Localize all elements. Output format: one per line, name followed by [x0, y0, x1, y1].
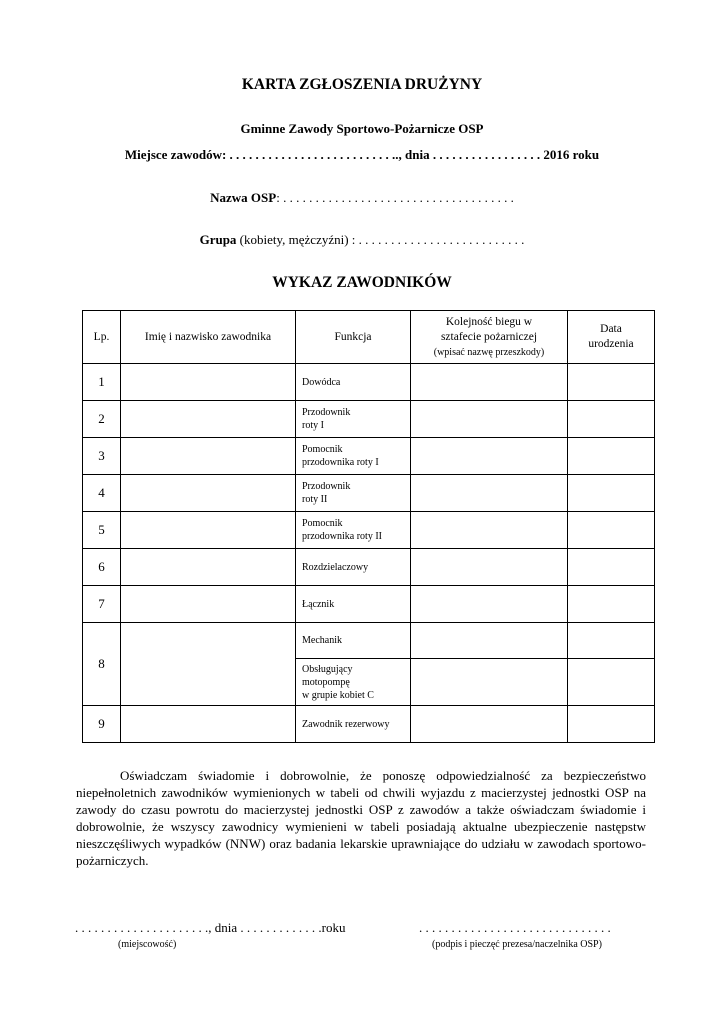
function-text: przodownika roty I	[302, 457, 379, 468]
declaration-paragraph: Oświadczam świadomie i dobrowolnie, że ponoszę odpowiedzialność za bezpieczeństwo niepełnoletnich zawodników wymienionych w tabeli od chwili wyjazdu z macierzystej jednostki OSP na zawody do czasu powrotu do macierzystej jednostki OSP z zawodów a także oświadczam świadomie i dobrowolnie, że wszyscy zawodnicy wymienieni w tabeli posiadają aktualne ubezpieczenie następstw nieszczęśliwych wypadków (NNW) oraz badania lekarskie uprawniające do udziału w zawodach sportowo-pożarniczych.	[76, 768, 646, 868]
date-label: ., dnia	[395, 147, 430, 162]
header-relay-line1: Kolejność biegu w	[445, 315, 533, 328]
table-header-row	[83, 311, 655, 364]
function-cell	[296, 549, 411, 586]
row-number: 7	[83, 586, 121, 623]
relay-order-cell[interactable]	[411, 623, 568, 659]
birth-date-cell[interactable]	[568, 549, 655, 586]
competition-subtitle: Gminne Zawody Sportowo-Pożarnicze OSP	[240, 121, 484, 136]
birth-date-cell[interactable]	[568, 623, 655, 659]
function-cell	[296, 364, 411, 401]
function-cell	[296, 512, 411, 549]
relay-order-cell[interactable]	[411, 659, 568, 706]
header-birth-line1: Data	[600, 323, 622, 335]
function-text: roty I	[302, 420, 324, 431]
row-number: 5	[83, 512, 121, 549]
header-birth-date	[568, 311, 655, 364]
place-label: Miejsce zawodów:	[124, 147, 227, 162]
row-number: 9	[83, 706, 121, 743]
osp-field[interactable]: : . . . . . . . . . . . . . . . . . . . . . . . . . . . . . . . . . . . .	[276, 190, 514, 205]
row-number: 4	[83, 475, 121, 512]
name-cell[interactable]	[121, 512, 296, 549]
relay-order-cell[interactable]	[411, 401, 568, 438]
relay-order-cell[interactable]	[411, 706, 568, 743]
birth-date-cell[interactable]	[568, 659, 655, 706]
relay-order-cell[interactable]	[411, 438, 568, 475]
name-cell[interactable]	[121, 623, 296, 706]
row-number: 8	[83, 623, 121, 706]
function-cell	[296, 586, 411, 623]
name-cell[interactable]	[121, 549, 296, 586]
function-text: Łącznik	[302, 598, 335, 610]
function-cell	[296, 438, 411, 475]
table-row	[83, 512, 655, 549]
group-field[interactable]: (kobiety, mężczyźni) : . . . . . . . . . . . . . . . . . . . . . . . . . .	[236, 232, 525, 247]
birth-date-cell[interactable]	[568, 364, 655, 401]
birth-date-cell[interactable]	[568, 475, 655, 512]
function-text: Przodownik	[302, 407, 351, 418]
birth-date-cell[interactable]	[568, 512, 655, 549]
name-cell[interactable]	[121, 586, 296, 623]
function-text: przodownika roty II	[302, 531, 382, 542]
function-text: Przodownik	[302, 481, 351, 492]
name-cell[interactable]	[121, 475, 296, 512]
function-text: Rozdzielaczowy	[302, 561, 369, 573]
function-text: w grupie kobiet C	[302, 689, 374, 701]
relay-order-cell[interactable]	[411, 364, 568, 401]
date-field[interactable]: . . . . . . . . . . . . . . . . .	[429, 147, 544, 162]
table-row	[83, 706, 655, 743]
group-line	[0, 232, 724, 248]
row-number: 3	[83, 438, 121, 475]
function-text: Zawodnik rezerwowy	[302, 718, 390, 730]
roster-table	[82, 310, 655, 743]
function-cell	[296, 659, 411, 706]
signature-field[interactable]: . . . . . . . . . . . . . . . . . . . . . . . . . . . . . .	[419, 920, 611, 935]
table-row	[83, 475, 655, 512]
birth-date-cell[interactable]	[568, 438, 655, 475]
table-row	[83, 401, 655, 438]
osp-name-line	[0, 190, 724, 206]
relay-order-cell[interactable]	[411, 512, 568, 549]
table-row	[83, 438, 655, 475]
name-cell[interactable]	[121, 364, 296, 401]
table-row	[83, 586, 655, 623]
name-cell[interactable]	[121, 438, 296, 475]
signature-caption: (podpis i pieczęć prezesa/naczelnika OSP)	[432, 939, 602, 950]
birth-date-cell[interactable]	[568, 706, 655, 743]
function-text: roty II	[302, 494, 328, 505]
row-number: 2	[83, 401, 121, 438]
function-text: Mechanik	[302, 635, 342, 646]
osp-label: Nazwa OSP	[210, 190, 277, 205]
row-number: 6	[83, 549, 121, 586]
header-relay-line2: sztafecie pożarniczej	[440, 330, 538, 343]
relay-order-cell[interactable]	[411, 475, 568, 512]
function-text: Dowódca	[302, 376, 341, 388]
table-row	[83, 549, 655, 586]
signature-place-date-field[interactable]: . . . . . . . . . . . . . . . . . . . . ., dnia . . . . . . . . . . . . .roku	[75, 920, 346, 935]
roster-title: WYKAZ ZAWODNIKÓW	[272, 274, 452, 291]
header-birth-line2: urodzenia	[588, 338, 634, 350]
header-name: Imię i nazwisko zawodnika	[121, 311, 296, 364]
function-cell	[296, 623, 411, 659]
function-cell	[296, 475, 411, 512]
relay-order-cell[interactable]	[411, 549, 568, 586]
function-text: Pomocnik	[302, 518, 343, 529]
group-label: Grupa	[199, 232, 237, 247]
function-cell	[296, 706, 411, 743]
signature-place-caption: (miejscowość)	[118, 939, 177, 950]
year-text: 2016 roku	[543, 147, 600, 162]
function-text: Obsługujący	[302, 663, 353, 675]
function-text: Pomocnik	[302, 444, 343, 455]
header-relay-order	[411, 311, 568, 364]
function-cell	[296, 401, 411, 438]
document-title: KARTA ZGŁOSZENIA DRUŻYNY	[241, 76, 483, 93]
place-date-line	[0, 147, 724, 163]
table-row	[83, 364, 655, 401]
header-relay-note: (wpisać nazwę przeszkody)	[433, 346, 545, 358]
name-cell[interactable]	[121, 401, 296, 438]
name-cell[interactable]	[121, 706, 296, 743]
table-row	[83, 623, 655, 659]
place-field[interactable]: . . . . . . . . . . . . . . . . . . . . . . . . . .	[226, 147, 396, 162]
row-number: 1	[83, 364, 121, 401]
header-lp: Lp.	[83, 311, 121, 364]
function-text: motopompę	[302, 676, 350, 688]
header-function: Funkcja	[296, 311, 411, 364]
birth-date-cell[interactable]	[568, 586, 655, 623]
relay-order-cell[interactable]	[411, 586, 568, 623]
birth-date-cell[interactable]	[568, 401, 655, 438]
